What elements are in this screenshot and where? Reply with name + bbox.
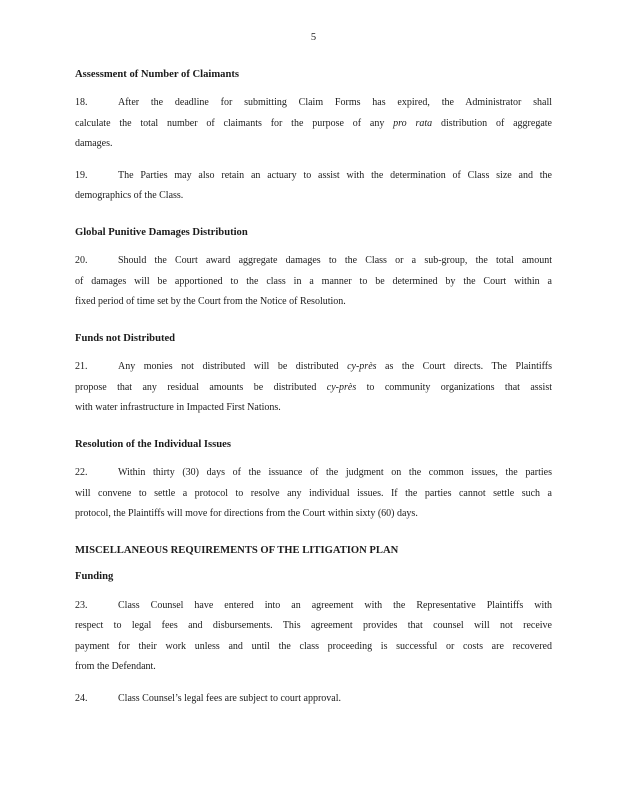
paragraph-number: 23. — [75, 599, 88, 611]
paragraph-line — [75, 657, 552, 678]
text-segment: payment for their work unless and until the class proceeding is successful or costs are recovered — [75, 640, 552, 652]
text-segment: from the Defendant. — [75, 661, 156, 672]
paragraph-number: 19. — [75, 169, 88, 181]
italic-text-segment: cy-près — [347, 361, 377, 372]
paragraph-line — [75, 378, 552, 399]
text-segment: calculate the total number of claimants for the purpose of any — [75, 117, 394, 129]
section-heading: Global Punitive Damages Distribution — [75, 226, 248, 238]
paragraph-number: 20. — [75, 255, 88, 266]
paragraph-number: 22. — [75, 467, 88, 478]
text-segment: demographics of the Class. — [75, 190, 184, 201]
text-segment: fixed period of time set by the Court from the Notice of Resolution. — [75, 296, 346, 307]
text-segment: of damages will be apportioned to the class in a manner to be determined by the Court within a — [75, 275, 552, 287]
text-segment: as the Court directs. The Plaintiffs — [376, 361, 552, 372]
paragraph-line — [75, 93, 552, 114]
text-segment: distribution of aggregate — [432, 117, 552, 129]
page-number: 5 — [310, 32, 317, 43]
paragraph-number: 18. — [75, 97, 88, 108]
paragraph-line — [75, 134, 552, 155]
numbered-paragraph — [75, 93, 552, 155]
numbered-paragraph — [75, 689, 552, 710]
text-segment: damages. — [75, 138, 113, 149]
numbered-paragraph — [75, 251, 552, 313]
paragraph-line — [75, 689, 552, 710]
text-segment: respect to legal fees and disbursements. This agreement provides that counsel will not receive — [75, 620, 552, 631]
text-segment: will convene to settle a protocol to resolve any individual issues. If the parties cannot settle such a — [75, 487, 552, 499]
text-segment: Class Counsel’s legal fees are subject to court approval. — [118, 692, 341, 704]
section-heading: Funds not Distributed — [75, 332, 176, 344]
paragraph-line — [75, 484, 552, 505]
paragraph-number: 21. — [75, 361, 88, 372]
paragraph-line — [75, 114, 552, 135]
paragraph-line — [75, 166, 552, 187]
text-segment: Class Counsel have entered into an agreement with the Representative Plaintiffs with — [118, 599, 552, 611]
numbered-paragraph — [75, 357, 552, 419]
paragraph-line — [75, 251, 552, 272]
text-segment: Any monies not distributed will be distributed — [118, 361, 348, 372]
numbered-paragraph — [75, 463, 552, 525]
text-segment: Should the Court award aggregate damages to the Class or a sub-group, the total amount — [118, 255, 552, 266]
text-segment: to community organizations that assist — [356, 381, 552, 393]
paragraph-line — [75, 616, 552, 637]
paragraph-line — [75, 637, 552, 658]
section-heading: Funding — [75, 571, 114, 582]
section-heading: Resolution of the Individual Issues — [75, 438, 232, 450]
paragraph-number: 24. — [75, 692, 88, 704]
paragraph-line — [75, 272, 552, 293]
text-segment: propose that any residual amounts be distributed — [75, 381, 327, 393]
document-body — [75, 65, 552, 710]
text-segment: After the deadline for submitting Claim Forms has expired, the Administrator shall — [118, 97, 552, 108]
text-segment: The Parties may also retain an actuary to assist with the determination of Class size and the — [118, 169, 552, 181]
paragraph-line — [75, 596, 552, 617]
italic-text-segment: cy-près — [326, 381, 357, 393]
numbered-paragraph — [75, 166, 552, 207]
paragraph-line — [75, 504, 552, 525]
text-segment: protocol, the Plaintiffs will move for directions from the Court within sixty (60) days. — [75, 508, 418, 519]
paragraph-line — [75, 186, 552, 207]
section-heading: MISCELLANEOUS REQUIREMENTS OF THE LITIGATION PLAN — [75, 544, 399, 556]
paragraph-line — [75, 463, 552, 484]
italic-text-segment: pro rata — [393, 117, 433, 129]
text-segment: Within thirty (30) days of the issuance of the judgment on the common issues, the parties — [118, 467, 552, 478]
section-heading: Assessment of Number of Claimants — [75, 68, 240, 80]
numbered-paragraph — [75, 596, 552, 678]
paragraph-line — [75, 357, 552, 378]
paragraph-line — [75, 398, 552, 419]
text-segment: with water infrastructure in Impacted First Nations. — [75, 402, 281, 413]
paragraph-line — [75, 292, 552, 313]
